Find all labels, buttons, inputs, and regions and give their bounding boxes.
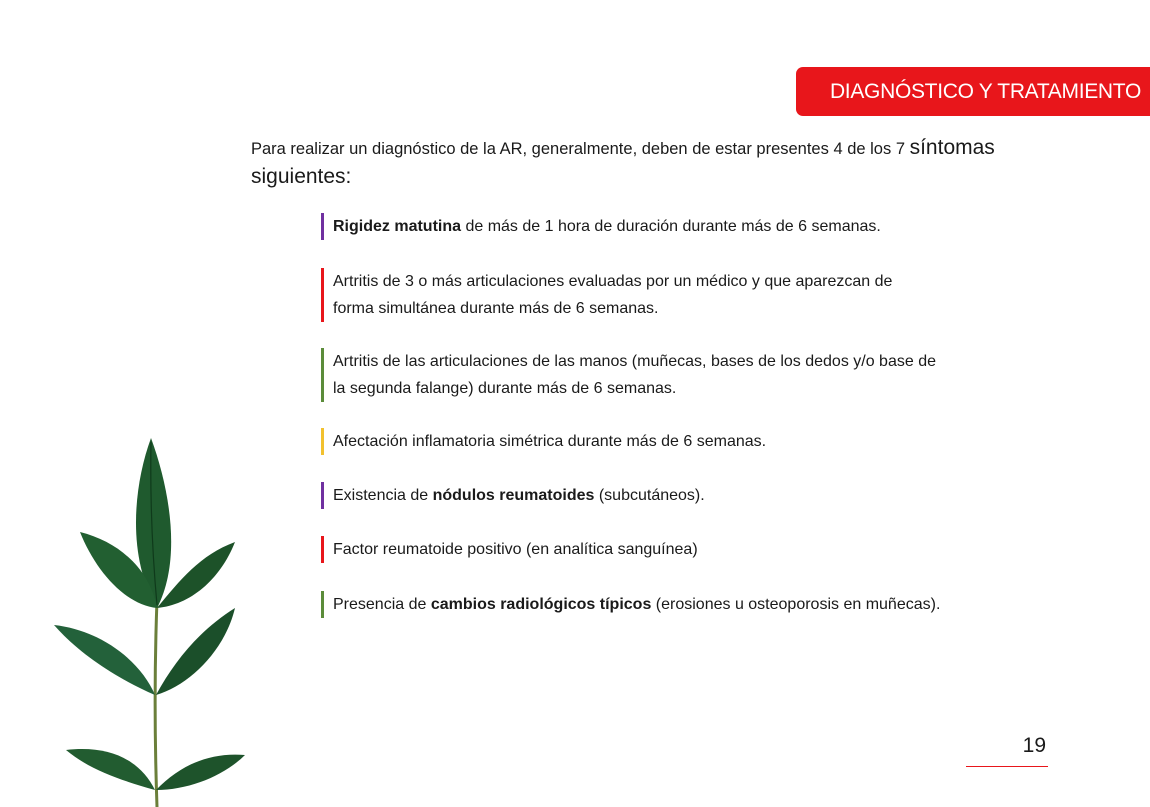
section-header-banner xyxy=(796,67,1150,116)
criterion-text: (subcutáneos). xyxy=(594,487,705,504)
criterion-item xyxy=(321,268,892,322)
criterion-pre: Existencia de xyxy=(333,487,433,504)
intro-paragraph xyxy=(251,134,1051,192)
criterion-text: la segunda falange) durante más de 6 semanas. xyxy=(333,380,677,397)
criterion-line xyxy=(333,295,892,322)
leaf-branch-icon xyxy=(40,430,260,807)
section-title: DIAGNÓSTICO Y TRATAMIENTO xyxy=(829,80,1141,103)
criterion-line xyxy=(333,591,940,618)
page-number: 19 xyxy=(1022,734,1046,757)
criterion-item xyxy=(321,536,698,563)
criterion-text: (erosiones u osteoporosis en muñecas). xyxy=(651,596,941,613)
intro-line2: siguientes: xyxy=(251,165,352,188)
criterion-text: Artritis de 3 o más articulaciones evaluadas por un médico y que aparezcan de xyxy=(333,273,893,290)
page-number-rule xyxy=(966,766,1048,767)
intro-emphasis: síntomas xyxy=(909,136,995,159)
criterion-line xyxy=(333,482,705,509)
criterion-bold: cambios radiológicos típicos xyxy=(430,596,652,613)
criterion-bold: Rigidez matutina xyxy=(333,218,462,235)
criterion-bold: nódulos reumatoides xyxy=(432,487,595,504)
criterion-text: forma simultánea durante más de 6 semanas. xyxy=(333,300,659,317)
criterion-text: Afectación inflamatoria simétrica durante más de 6 semanas. xyxy=(333,433,767,450)
criterion-text: Artritis de las articulaciones de las manos (muñecas, bases de los dedos y/o base de xyxy=(333,353,936,370)
intro-text: Para realizar un diagnóstico de la AR, generalmente, deben de estar presentes 4 de los 7 xyxy=(251,140,910,158)
criterion-item xyxy=(321,428,766,455)
criterion-line xyxy=(333,536,698,563)
criterion-line xyxy=(333,213,881,240)
criterion-line xyxy=(333,268,892,295)
criterion-pre: Presencia de xyxy=(333,596,431,613)
criterion-text: de más de 1 hora de duración durante más de 6 semanas. xyxy=(461,218,881,235)
criterion-line xyxy=(333,375,936,402)
criterion-item xyxy=(321,591,940,618)
criterion-item xyxy=(321,482,705,509)
criterion-text: Factor reumatoide positivo (en analítica sanguínea) xyxy=(333,541,698,558)
criterion-line xyxy=(333,348,936,375)
criterion-item xyxy=(321,348,936,402)
criterion-item xyxy=(321,213,881,240)
criterion-line xyxy=(333,428,766,455)
